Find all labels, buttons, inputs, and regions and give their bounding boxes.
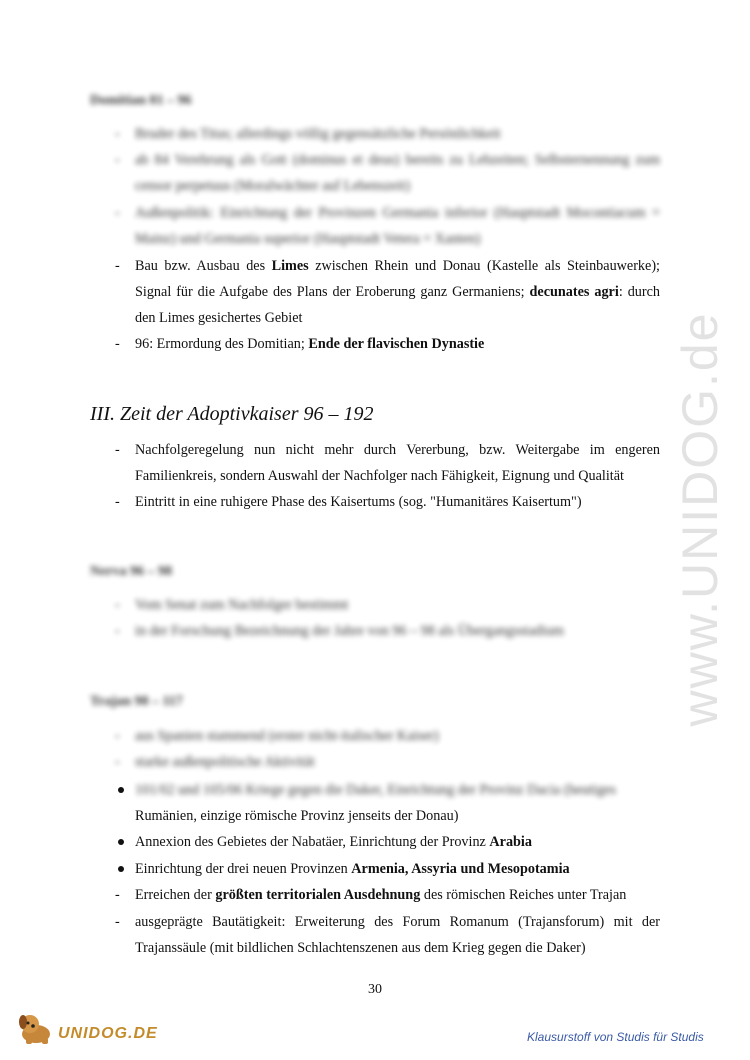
item-text: 96: Ermordung des Domitian; Ende der flavischen Dynastie [135, 336, 485, 352]
list-item-ausdehnung: - Erreichen der größten territorialen Ausdehnung des römischen Reiches unter Trajan [115, 887, 627, 903]
footer-slogan: Klausurstoff von Studis für Studis [527, 1030, 704, 1044]
footer-brand: UNIDOG.DE [58, 1025, 158, 1042]
list-item: - in der Forschung Bezeichnung der Jahre von 96 – 98 als Übergangsstadium [115, 623, 564, 639]
list-item: - aus Spanien stammend (erster nicht-italischer Kaiser) [115, 728, 439, 744]
list-item-provinces: Einrichtung der drei neuen Provinzen Armenia, Assyria und Mesopotamia [115, 856, 660, 882]
heading-trajan: Trajan 98 – 117 [90, 694, 183, 709]
bullet-dot [118, 866, 124, 872]
list-item-limes: - Bau bzw. Ausbau des Limes zwischen Rhein und Donau (Kastelle als Steinbauwerke); Signal für die Aufgabe des Plans der Eroberung ganz Germaniens; decunates agri: durch den Limes gesichertes Gebiet [115, 253, 660, 331]
dog-logo-icon [14, 1010, 58, 1046]
watermark: www.UNIDOG.de [672, 311, 728, 727]
section-title: III. Zeit der Adoptivkaiser 96 – 192 [90, 403, 374, 425]
list-item: - Bruder des Titus; allerdings völlig gegensätzliche Persönlichkeit [115, 126, 501, 142]
bullet-dot [118, 839, 124, 845]
list-item: - Nachfolgeregelung nun nicht mehr durch Vererbung, bzw. Weitergabe im engeren Familienkreis, sondern Auswahl der Nachfolger nach Fähigkeit, Eignung und Qualität [115, 442, 660, 484]
bullet-dot [118, 787, 124, 793]
page-number: 30 [368, 982, 382, 997]
list-item: - Eintritt in eine ruhigere Phase des Kaisertums (sog. "Humanitäres Kaisertum") [115, 494, 582, 510]
heading-nerva: Nerva 96 – 98 [90, 564, 173, 579]
list-item: - Vom Senat zum Nachfolger bestimmt [115, 597, 349, 613]
item-text: Bau bzw. Ausbau des Limes zwischen Rhein und Donau (Kastelle als Steinbauwerke); Signal für die Aufgabe des Plans der Eroberung ganz Germaniens; decunates agri: durch den Limes gesichertes Gebiet [135, 258, 660, 326]
list-item: - ab 84 Verehrung als Gott (dominus et deus) bereits zu Lebzeiten; Selbsternennung zum censor perpetuus (Moralwächter auf Lebenszeit) [115, 152, 660, 194]
list-item: - Außenpolitik: Einrichtung der Provinzen Germania inferior (Hauptstadt Mocontiacum = Mainz) und Germania superior (Hauptstadt Vetera = Xanten) [115, 205, 660, 247]
list-item-dacia: 101/02 und 105/06 Kriege gegen die Daker, Einrichtung der Provinz Dacia (heutiges Rumänien, einzige römische Provinz jenseits der Donau) [115, 777, 660, 829]
heading-domitian: Domitian 81 – 96 [90, 93, 192, 108]
list-item-ermordung: - 96: Ermordung des Domitian; Ende der flavischen Dynastie [115, 331, 660, 357]
list-item-bautaetigkeit: - ausgeprägte Bautätigkeit: Erweiterung des Forum Romanum (Trajansforum) mit der Trajanssäule (mit bildlichen Schlachtenszenen aus dem Krieg gegen die Daker) [115, 914, 660, 956]
list-item: - starke außenpolitische Aktivität [115, 754, 315, 770]
list-item-arabia: Annexion des Gebietes der Nabatäer, Einrichtung der Provinz Arabia [115, 829, 660, 855]
